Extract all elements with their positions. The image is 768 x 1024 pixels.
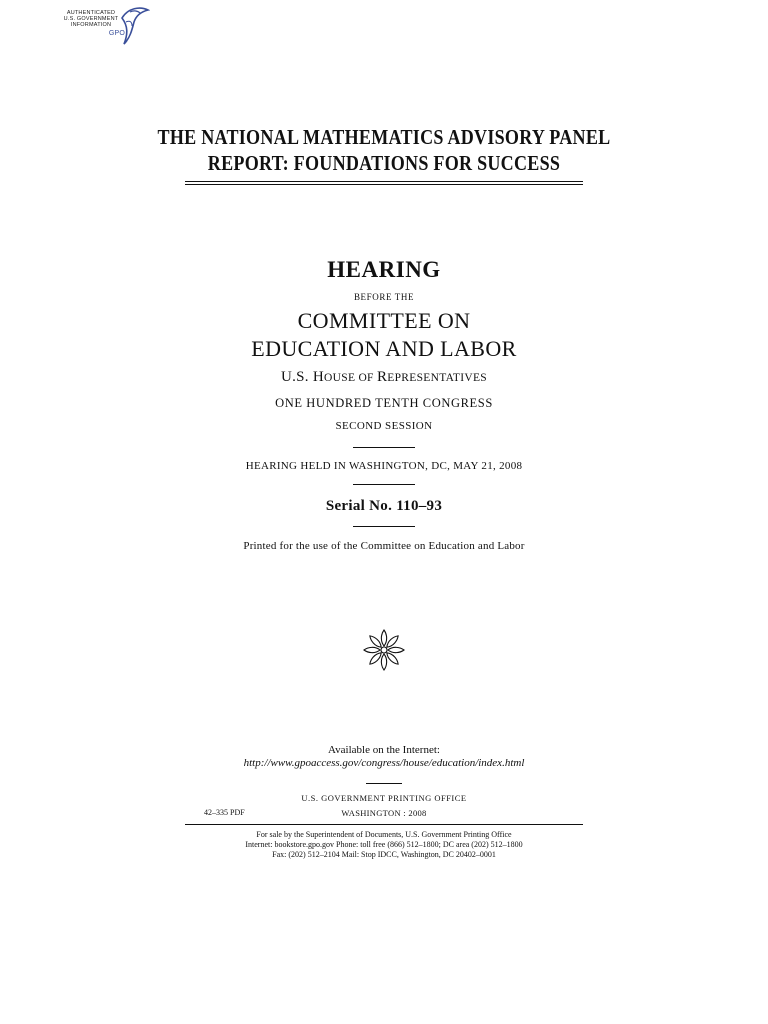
pdf-number: 42–335 PDF	[204, 808, 245, 817]
imprint-rule	[185, 824, 583, 825]
printed-for-note: Printed for the use of the Committee on Education and Labor	[243, 540, 525, 552]
title-rule-bottom	[185, 184, 583, 185]
house-prefix: U.S. H	[280, 369, 325, 385]
title-rule-top	[185, 181, 583, 182]
star-ornament-icon	[362, 628, 406, 672]
sale-info-line-3: Fax: (202) 512–2104 Mail: Stop IDCC, Washington, DC 20402–0001	[272, 850, 496, 859]
sale-info-line-2: Internet: bookstore.gpo.gov Phone: toll free (866) 512–1800; DC area (202) 512–1800	[245, 840, 523, 849]
seal-text-government: U.S. GOVERNMENT	[63, 16, 119, 22]
sale-info-line-1: For sale by the Superintendent of Documents, U.S. Government Printing Office	[256, 830, 512, 839]
session-label: SECOND SESSION	[335, 420, 433, 432]
committee-name-line-2: EDUCATION AND LABOR	[251, 336, 517, 361]
house-r: R	[376, 369, 388, 385]
house-rest: EPRESENTATIVES	[387, 372, 488, 384]
seal-text-gpo: GPO	[108, 30, 126, 37]
committee-name-line-1: COMMITTEE ON	[297, 308, 471, 333]
title-line-2: REPORT: FOUNDATIONS FOR SUCCESS	[207, 151, 561, 175]
divider-rule	[366, 783, 402, 784]
divider-rule	[353, 447, 415, 448]
printing-office-label: U.S. GOVERNMENT PRINTING OFFICE	[301, 793, 467, 803]
hearing-held-line: HEARING HELD IN WASHINGTON, DC, MAY 21, 2008	[245, 460, 523, 472]
house-ouse: OUSE OF	[324, 372, 377, 384]
before-the-label: BEFORE THE	[353, 292, 415, 302]
seal-text-information: INFORMATION	[70, 22, 112, 28]
congress-label: ONE HUNDRED TENTH CONGRESS	[275, 396, 493, 410]
serial-number: Serial No. 110–93	[325, 498, 443, 514]
divider-rule	[353, 526, 415, 527]
house-of-representatives	[0, 369, 768, 386]
document-title	[54, 124, 714, 176]
hearing-heading: HEARING	[327, 257, 441, 282]
eagle-icon	[118, 4, 150, 48]
title-line-1: THE NATIONAL MATHEMATICS ADVISORY PANEL	[157, 125, 611, 149]
seal-text-authenticated: AUTHENTICATED	[66, 10, 116, 16]
committee-url-link[interactable]: http://www.gpoaccess.gov/congress/house/education/index.html	[243, 757, 525, 769]
place-and-year: WASHINGTON : 2008	[341, 808, 427, 818]
gpo-authentication-seal	[60, 4, 150, 48]
divider-rule	[353, 484, 415, 485]
internet-availability-label: Available on the Internet:	[328, 744, 440, 756]
